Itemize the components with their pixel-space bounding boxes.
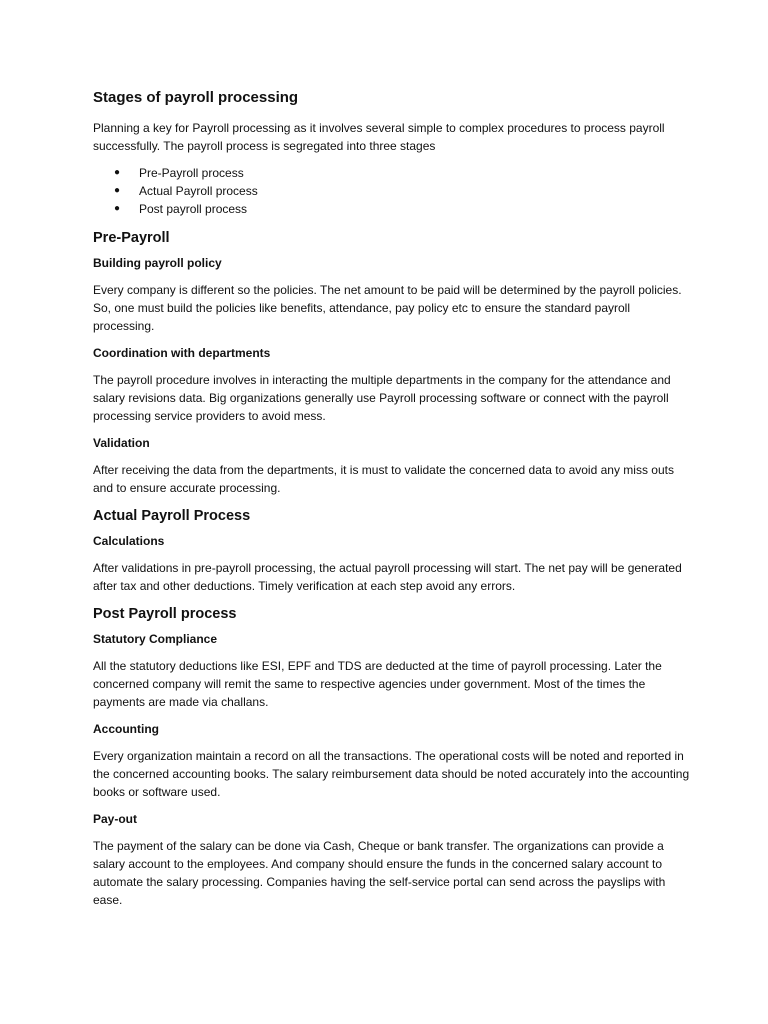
bullet-icon: ● — [114, 203, 121, 214]
stages-list — [93, 164, 694, 218]
subsection-text: Every organization maintain a record on all the transactions. The operational costs will be noted and reported in the concerned accounting books. The salary reimbursement data should be noted accurately into the accounting books or software used. — [93, 749, 690, 799]
list-item-label: Pre-Payroll process — [139, 166, 244, 180]
subsection-title: Validation — [93, 436, 150, 450]
subsection-text: The payroll procedure involves in interacting the multiple departments in the company for the attendance and salary revisions data. Big organizations generally use Payroll processing software or connect with the payroll processing service providers to avoid mess. — [93, 373, 671, 423]
section-heading: Actual Payroll Process — [93, 508, 251, 524]
bullet-icon: ● — [114, 185, 121, 196]
section-heading: Post Payroll process — [93, 606, 237, 622]
bullet-icon: ● — [114, 167, 121, 178]
subsection-title: Building payroll policy — [93, 256, 222, 270]
subsection-text: After receiving the data from the departments, it is must to validate the concerned data to avoid any miss outs and to ensure accurate processing. — [93, 463, 674, 495]
subsection-title: Coordination with departments — [93, 346, 271, 360]
list-item — [93, 182, 694, 200]
subsection-title: Calculations — [93, 534, 165, 548]
subsection-text: All the statutory deductions like ESI, EPF and TDS are deducted at the time of payroll processing. Later the concerned company will remit the same to respective agencies under government. Most of the times the payments are made via challans. — [93, 659, 662, 709]
intro-paragraph: Planning a key for Payroll processing as it involves several simple to complex procedures to process payroll successfully. The payroll process is segregated into three stages — [93, 121, 665, 153]
subsection-text: Every company is different so the policies. The net amount to be paid will be determined by the payroll policies. So, one must build the policies like benefits, attendance, pay policy etc to ensure the standard payroll processing. — [93, 283, 682, 333]
list-item — [93, 200, 694, 218]
subsection-text: The payment of the salary can be done via Cash, Cheque or bank transfer. The organizations can provide a salary account to the employees. And company should ensure the funds in the concerned salary account to automate the salary processing. Companies having the self-service portal can send across the payslips with ease. — [93, 839, 666, 907]
document-title: Stages of payroll processing — [93, 89, 299, 106]
section-pre-payroll — [93, 228, 694, 497]
subsection-title: Pay-out — [93, 812, 138, 826]
section-post-payroll — [93, 604, 694, 909]
list-item-label: Actual Payroll process — [139, 184, 258, 198]
list-item-label: Post payroll process — [139, 202, 248, 216]
subsection-text: After validations in pre-payroll processing, the actual payroll processing will start. The net pay will be generated after tax and other deductions. Timely verification at each step avoid any errors. — [93, 561, 682, 593]
section-actual-payroll — [93, 506, 694, 595]
subsection-title: Accounting — [93, 722, 159, 736]
section-heading: Pre-Payroll — [93, 230, 170, 246]
list-item — [93, 164, 694, 182]
subsection-title: Statutory Compliance — [93, 632, 218, 646]
